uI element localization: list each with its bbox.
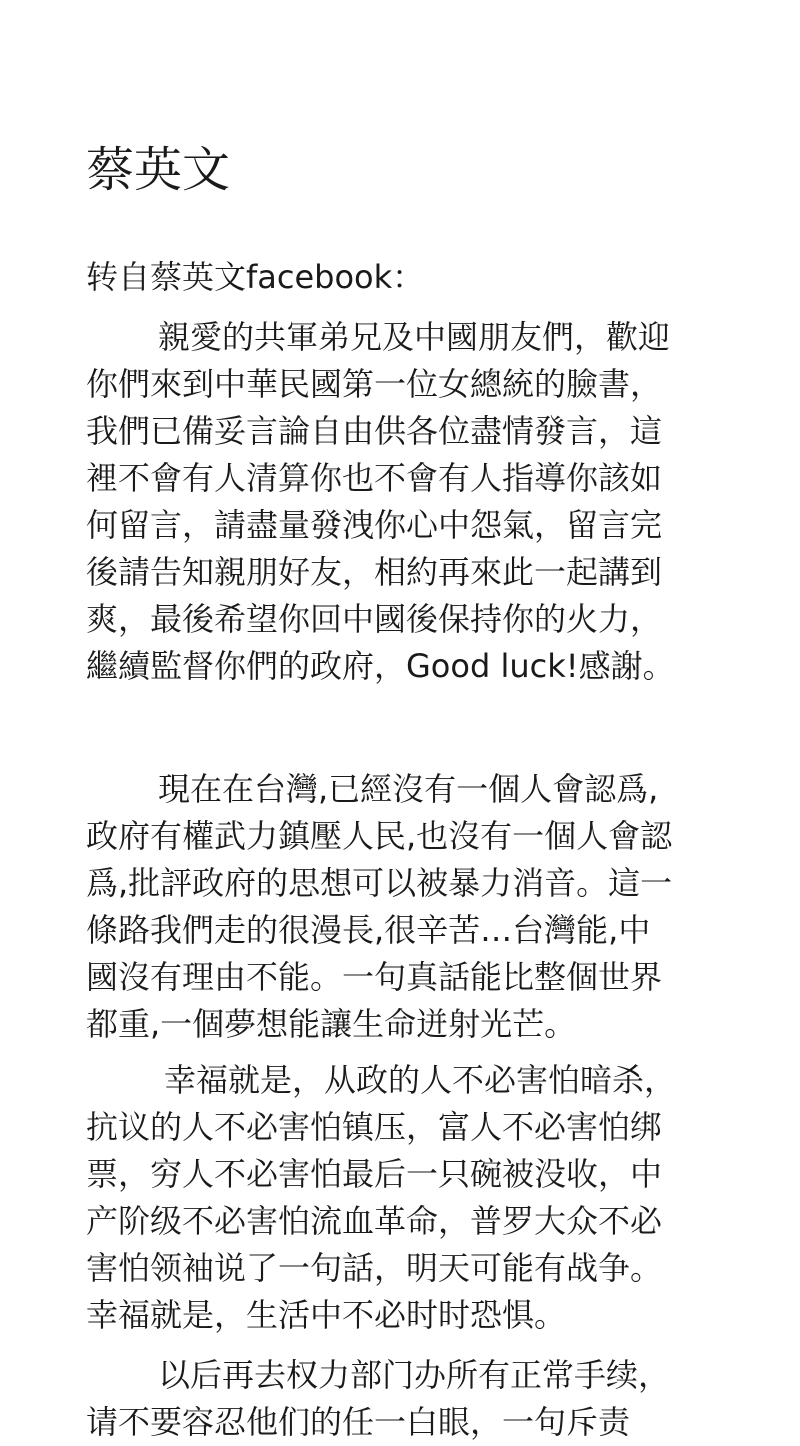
paragraph-line: 何留言，請盡量發洩你心中怨氣，留言完 bbox=[86, 506, 663, 544]
paragraph-line: 产阶级不必害怕流血革命，普罗大众不必 bbox=[86, 1202, 663, 1240]
paragraph-line: 抗议的人不必害怕镇压，富人不必害怕绑 bbox=[86, 1108, 663, 1146]
paragraph-line-text: 親愛的共軍弟兄及中國朋友們，歡迎 bbox=[158, 318, 671, 356]
article-paragraph-3 bbox=[86, 1057, 676, 1339]
paragraph-line: 票，穷人不必害怕最后一只碗被没收，中 bbox=[86, 1155, 663, 1193]
paragraph-line: 请不要容忍他们的任一白眼，一句斥责 bbox=[86, 1403, 631, 1441]
paragraph-line: 爽，最後希望你回中國後保持你的火力， bbox=[86, 600, 663, 638]
paragraph-line-text: 以后再去权力部门办所有正常手续， bbox=[158, 1356, 671, 1394]
paragraph-line: 害怕领袖说了一句話，明天可能有战争。 bbox=[86, 1249, 663, 1287]
paragraph-line: 你們來到中華民國第一位女總統的臉書， bbox=[86, 365, 663, 403]
article-paragraph-2 bbox=[86, 766, 672, 1048]
paragraph-line: 裡不會有人清算你也不會有人指導你該如 bbox=[86, 459, 663, 497]
paragraph-line bbox=[86, 1352, 670, 1399]
paragraph-line bbox=[86, 1057, 676, 1104]
paragraph-line: 後請告知親朋好友，相約再來此一起講到 bbox=[86, 553, 663, 591]
article-paragraph-4 bbox=[86, 1352, 670, 1446]
paragraph-line: 國沒有理由不能。一句真話能比整個世界 bbox=[86, 958, 663, 996]
paragraph-line: 我們已備妥言論自由供各位盡情發言，這 bbox=[86, 412, 663, 450]
paragraph-line bbox=[86, 314, 675, 361]
article-paragraph-1 bbox=[86, 314, 675, 690]
paragraph-line: 幸福就是，生活中不必时时恐惧。 bbox=[86, 1296, 567, 1334]
paragraph-line bbox=[86, 766, 672, 813]
article-title: 蔡英文 bbox=[86, 142, 231, 198]
paragraph-line: 政府有權武力鎮壓人民,也沒有一個人會認 bbox=[86, 817, 673, 855]
paragraph-line-text: 幸福就是，从政的人不必害怕暗杀， bbox=[164, 1061, 677, 1099]
article-source: 转自蔡英文facebook： bbox=[86, 258, 425, 296]
paragraph-line: 爲,批評政府的思想可以被暴力消音。這一 bbox=[86, 864, 673, 902]
paragraph-line-text: 現在在台灣,已經沒有一個人會認爲, bbox=[158, 770, 659, 808]
paragraph-line: 繼續監督你們的政府，Good luck!感謝。 bbox=[86, 647, 675, 685]
paragraph-line: 都重,一個夢想能讓生命迸射光芒。 bbox=[86, 1005, 577, 1043]
paragraph-line: 條路我們走的很漫長,很辛苦…台灣能,中 bbox=[86, 911, 651, 949]
